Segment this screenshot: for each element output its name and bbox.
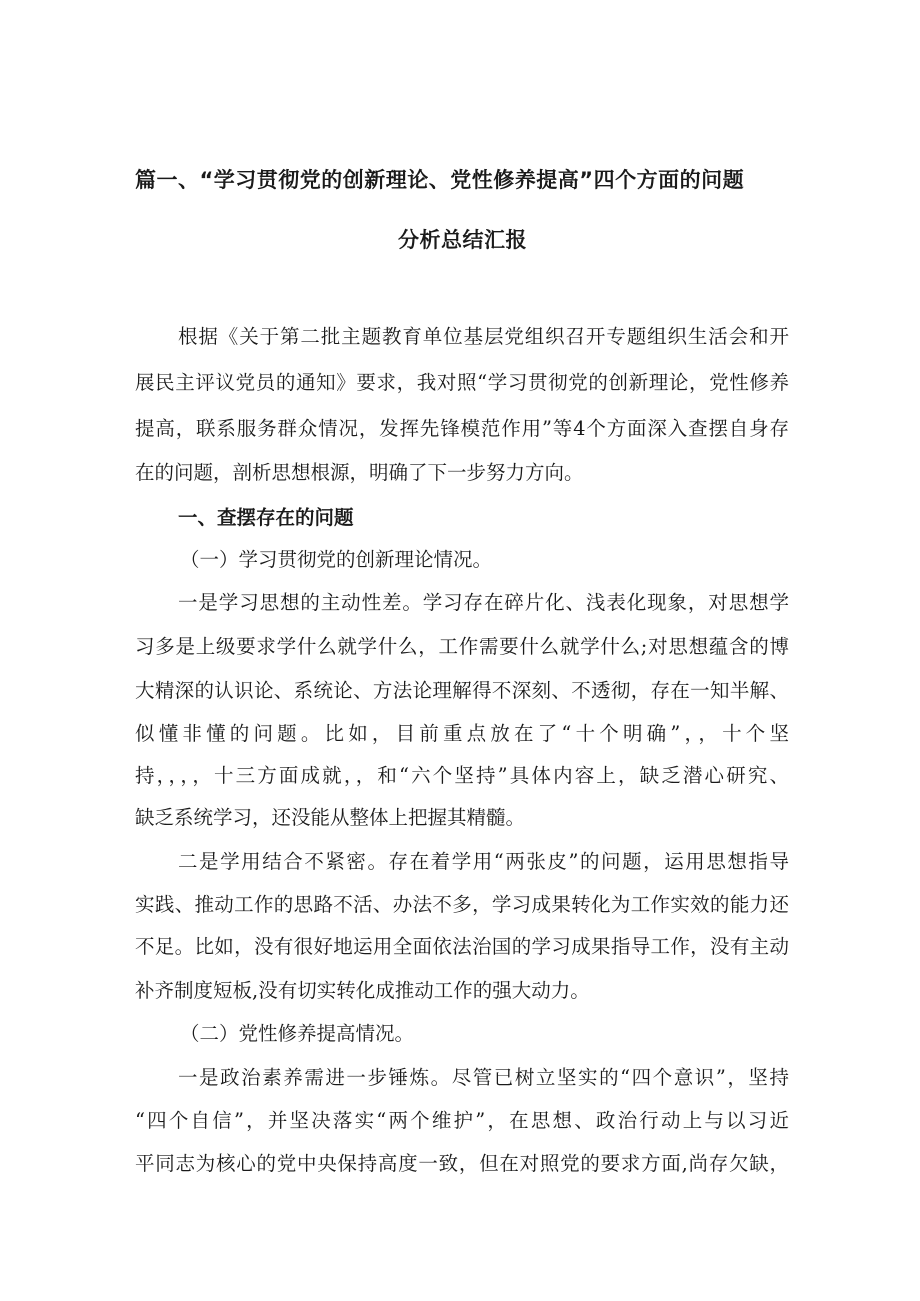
intro-line-4: 在的问题，剖析思想根源，明确了下一步努力方向。 [135, 461, 584, 484]
para2-line-3: 不足。比如，没有很好地运用全面依法治国的学习成果指导工作，没有主动 [135, 935, 789, 958]
para1-line-3: 大精深的认识论、系统论、方法论理解得不深刻、不透彻，存在一知半解、 [135, 679, 789, 702]
para1-line-2: 习多是上级要求学什么就学什么，工作需要什么就学什么;对思想蕴含的博 [135, 635, 789, 658]
document-title-line-2: 分析总结汇报 [398, 228, 527, 252]
para1-line-6: 缺乏系统学习，还没能从整体上把握其精髓。 [135, 806, 526, 829]
para3-line-2: “四个自信”，并坚决落实“两个维护”，在思想、政治行动上与以习近 [135, 1109, 789, 1132]
para1-line-4: 似懂非懂的问题。比如，目前重点放在了“十个明确”，，十个坚 [135, 722, 789, 745]
intro-line-1: 根据《关于第二批主题教育单位基层党组织召开专题组织生活会和开 [178, 325, 789, 348]
para1-line-1: 一是学习思想的主动性差。学习存在碎片化、浅表化现象，对思想学 [178, 591, 789, 614]
subsection-heading-2: （二）党性修养提高情况。 [180, 1022, 415, 1045]
document-title-line-1: 篇一、“学习贯彻党的创新理论、党性修养提高”四个方面的问题 [135, 168, 745, 192]
para3-line-3: 平同志为核心的党中央保持高度一致，但在对照党的要求方面,尚存欠缺， [135, 1152, 789, 1175]
para2-line-4: 补齐制度短板,没有切实转化成推动工作的强大动力。 [135, 979, 590, 1002]
intro-line-3: 提高，联系服务群众情况，发挥先锋模范作用”等4个方面深入查摆自身存 [135, 417, 789, 440]
para3-line-1: 一是政治素养需进一步锤炼。尽管已树立坚实的“四个意识”，坚持 [178, 1066, 789, 1089]
para1-line-5: 持，，，，十三方面成就，，和“六个坚持”具体内容上，缺乏潜心研究、 [135, 764, 789, 787]
subsection-heading-1: （一）学习贯彻党的创新理论情况。 [180, 548, 493, 571]
para2-line-2: 实践、推动工作的思路不活、办法不多，学习成果转化为工作实效的能力还 [135, 893, 789, 916]
para2-line-1: 二是学用结合不紧密。存在着学用“两张皮”的问题，运用思想指导 [178, 850, 789, 873]
section-heading: 一、查摆存在的问题 [178, 506, 354, 529]
intro-line-2: 展民主评议党员的通知》要求，我对照“学习贯彻党的创新理论，党性修养 [135, 371, 789, 394]
